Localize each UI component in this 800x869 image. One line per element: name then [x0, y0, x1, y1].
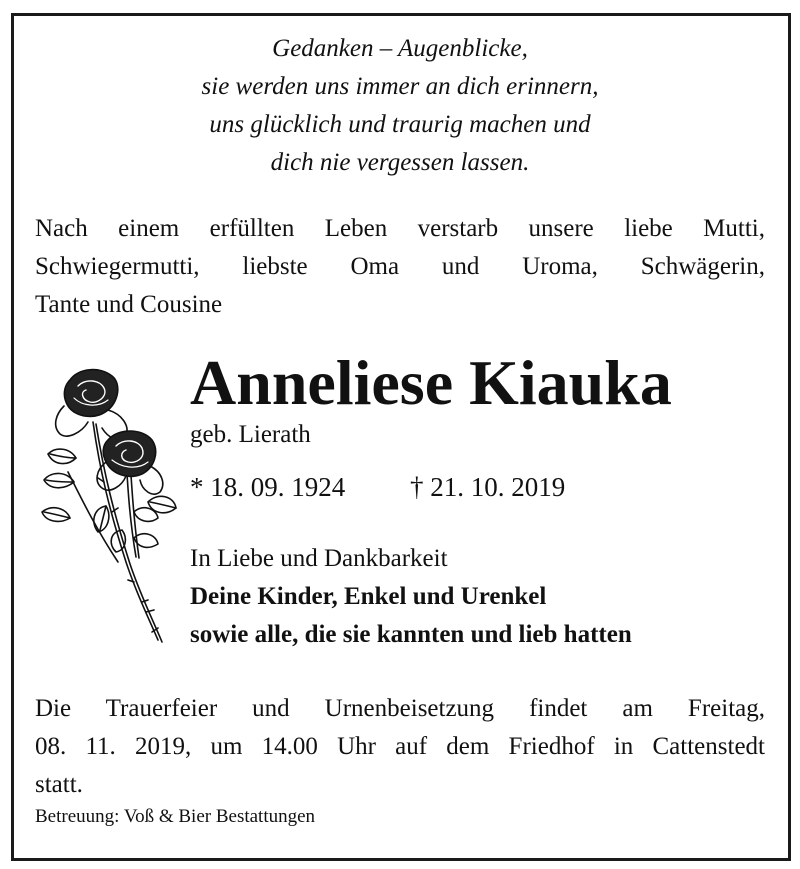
intro-paragraph: [35, 210, 765, 324]
death-date: † 21. 10. 2019: [410, 472, 566, 502]
mourners-line: sowie alle, die sie kannten und lieb hatten: [190, 621, 632, 648]
intro-line: Tante und Cousine: [35, 291, 223, 318]
life-dates: [190, 470, 566, 504]
poem-line: dich nie vergessen lassen.: [270, 149, 530, 176]
funeral-line: statt.: [35, 771, 83, 798]
funeral-home-credit: Betreuung: Voß & Bier Bestattungen: [35, 806, 316, 827]
mourners-line: Deine Kinder, Enkel und Urenkel: [190, 583, 547, 610]
mourners-block: [190, 540, 632, 654]
mourners-line: In Liebe und Dankbarkeit: [190, 545, 448, 572]
funeral-line: Die Trauerfeier und Urnenbeisetzung findet am Freitag,: [35, 695, 765, 722]
maiden-name: geb. Lierath: [190, 421, 311, 448]
roses-icon: [38, 362, 178, 647]
funeral-line: 08. 11. 2019, um 14.00 Uhr auf dem Friedhof in Cattenstedt: [35, 733, 765, 760]
intro-line: Nach einem erfüllten Leben verstarb unsere liebe Mutti,: [35, 215, 765, 242]
poem-line: sie werden uns immer an dich erinnern,: [201, 73, 599, 100]
memorial-poem: [0, 30, 800, 182]
deceased-name: Anneliese Kiauka: [190, 347, 672, 418]
birth-date: * 18. 09. 1924: [190, 472, 346, 502]
poem-line: uns glücklich und traurig machen und: [209, 111, 591, 138]
poem-line: Gedanken – Augenblicke,: [272, 35, 528, 62]
intro-line: Schwiegermutti, liebste Oma und Uroma, Schwägerin,: [35, 253, 765, 280]
funeral-paragraph: [35, 690, 765, 804]
